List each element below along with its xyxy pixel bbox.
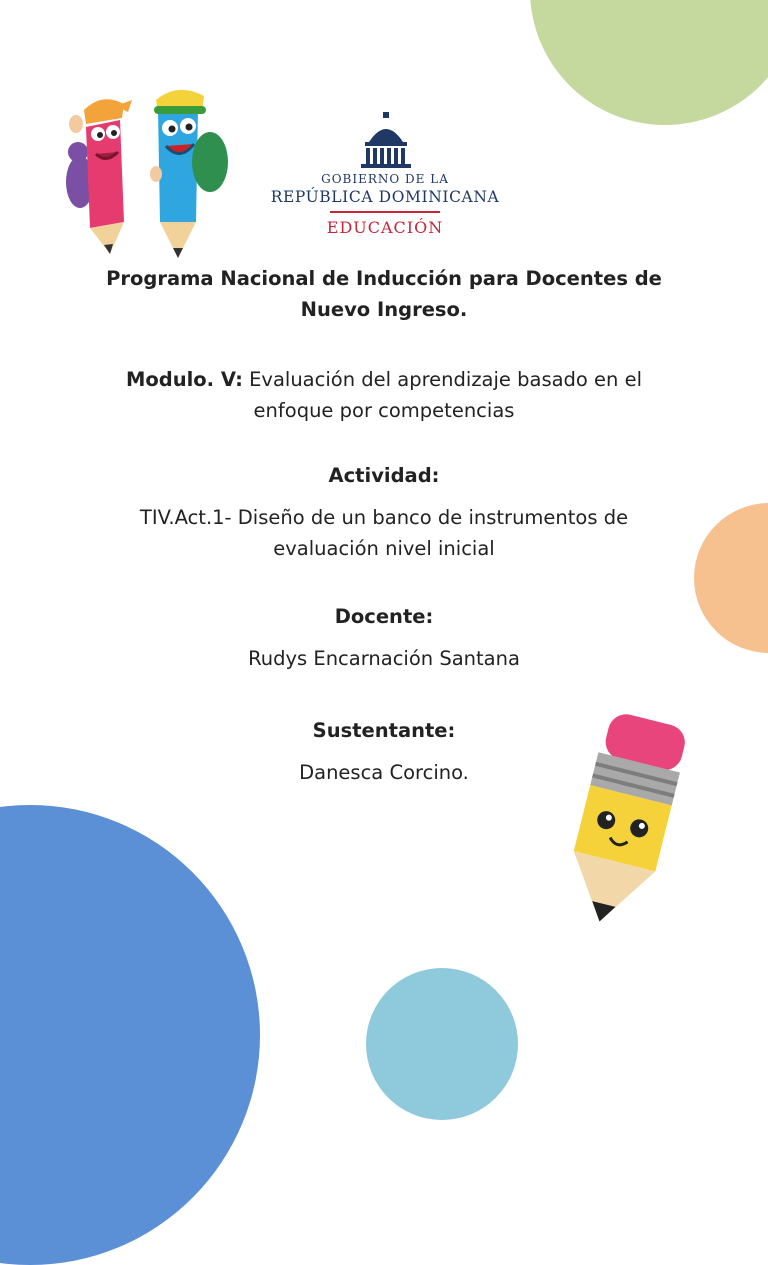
logo-divider — [330, 211, 440, 213]
logo-line-education: EDUCACIÓN — [326, 218, 444, 237]
teal-decorative-circle — [366, 968, 518, 1120]
module-label: Modulo. V: — [125, 368, 243, 391]
dome-emblem-icon — [355, 112, 417, 170]
logo-line-republic: REPÚBLICA DOMINICANA — [270, 188, 500, 206]
student-label: Sustentante: — [312, 719, 456, 742]
teacher-label: Docente: — [334, 605, 434, 628]
program-title: Programa Nacional de Inducción para Docentes de Nuevo Ingreso. — [106, 267, 662, 321]
blue-decorative-circle — [0, 805, 260, 1265]
activity-text: TIV.Act.1- Diseño de un banco de instrumentos de evaluación nivel inicial — [139, 506, 629, 560]
smiling-pencil-illustration — [548, 712, 696, 934]
orange-decorative-circle — [694, 503, 768, 653]
student-name: Danesca Corcino. — [299, 761, 469, 784]
module-line — [84, 364, 684, 426]
activity-label: Actividad: — [328, 464, 440, 487]
teacher-name: Rudys Encarnación Santana — [248, 647, 520, 670]
module-text: Evaluación del aprendizaje basado en el enfoque por competencias — [249, 368, 643, 422]
government-education-logo — [250, 112, 520, 242]
logo-line-government: GOBIERNO DE LA — [321, 172, 449, 186]
cartoon-pencils-illustration — [58, 82, 230, 262]
green-decorative-circle — [530, 0, 768, 125]
